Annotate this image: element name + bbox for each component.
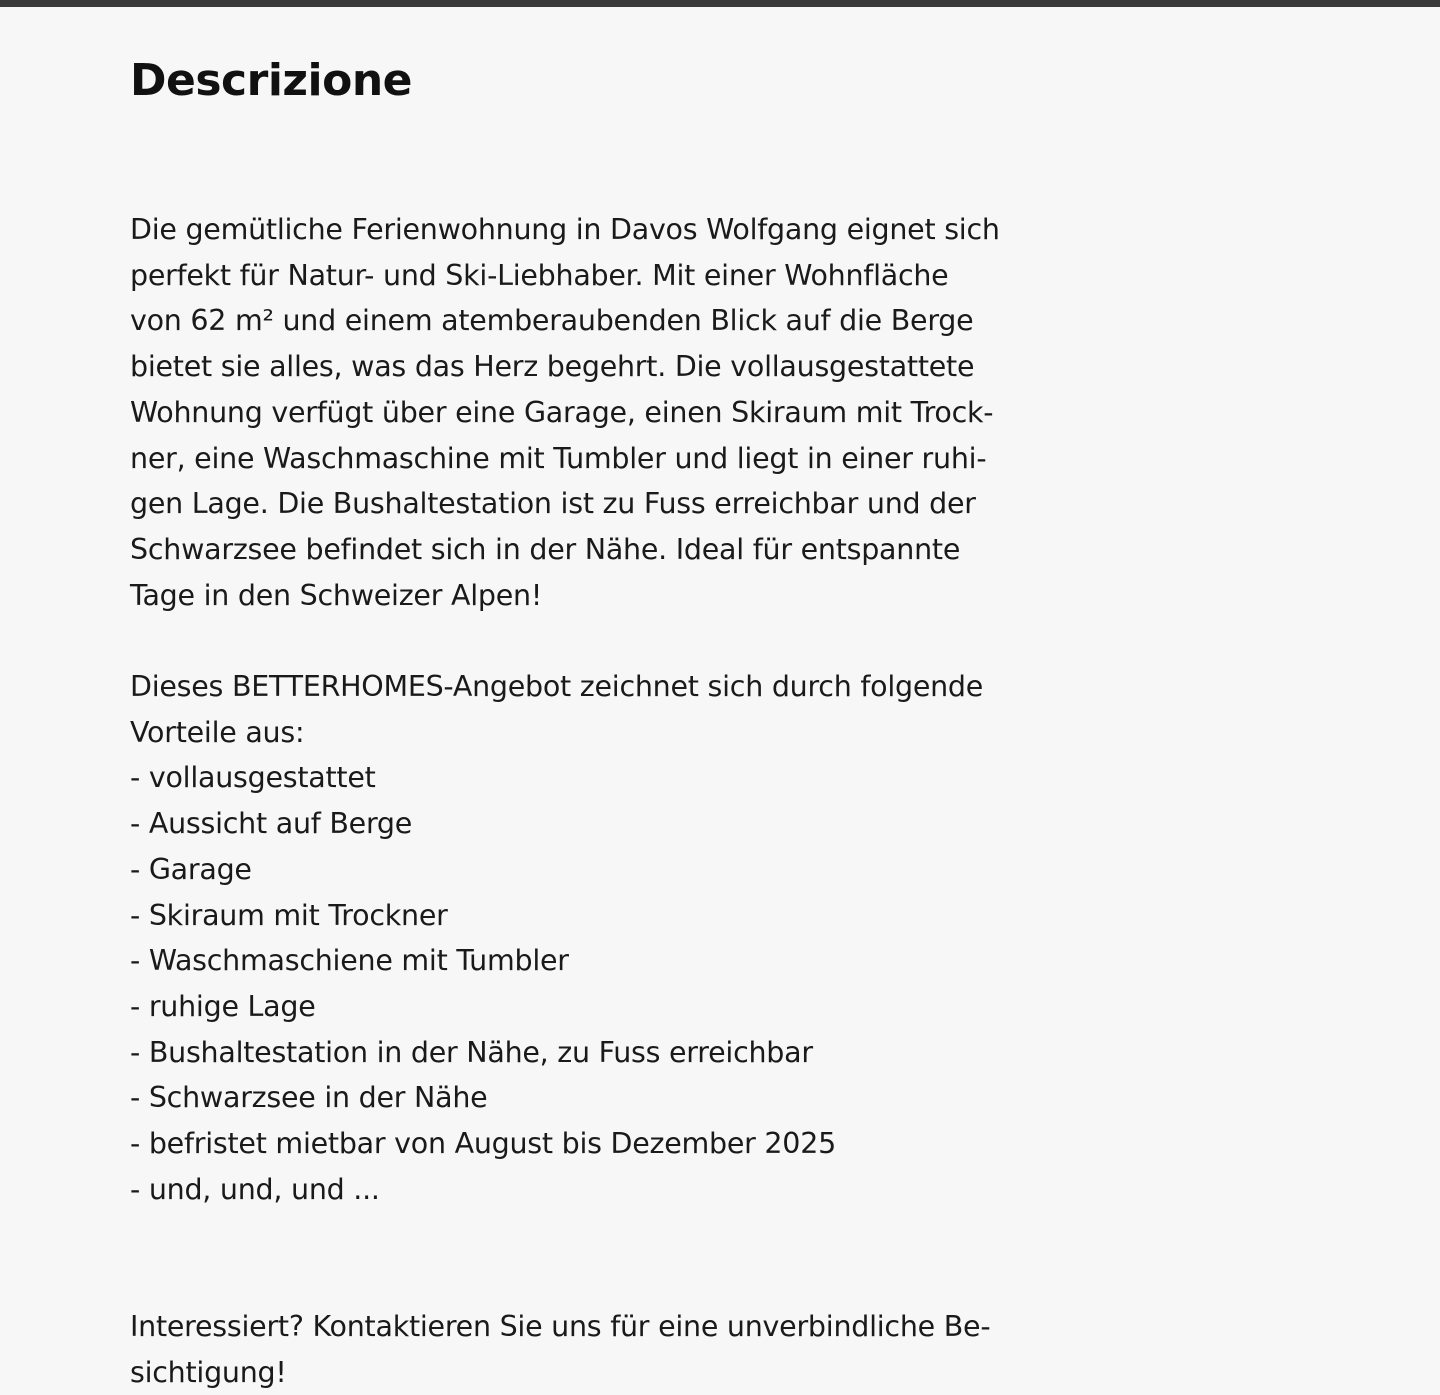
section-heading: Descrizione bbox=[130, 55, 413, 106]
advantage-item: - Garage bbox=[130, 852, 252, 886]
advantage-item: - Skiraum mit Trockner bbox=[130, 898, 448, 932]
description-line: Tage in den Schweizer Alpen! bbox=[130, 578, 543, 612]
description-line: bietet sie alles, was das Herz begehrt. Die vollausgestattete bbox=[130, 350, 975, 384]
advantage-item: - ruhige Lage bbox=[130, 989, 316, 1023]
advantage-item: - vollausgestattet bbox=[130, 761, 376, 795]
advantage-item: - Aussicht auf Berge bbox=[130, 807, 413, 841]
advantage-item: - Schwarzsee in der Nähe bbox=[130, 1081, 488, 1115]
description-paragraph bbox=[130, 207, 1030, 618]
description-line: perfekt für Natur- und Ski-Liebhaber. Mit einer Wohnfläche bbox=[130, 258, 949, 292]
cta-line: sichtigung! bbox=[130, 1355, 287, 1389]
description-line: ner, eine Waschmaschine mit Tumbler und liegt in einer ruhi- bbox=[130, 441, 987, 475]
description-line: gen Lage. Die Bushaltestation ist zu Fuss erreichbar und der bbox=[130, 487, 976, 521]
offer-intro-line: Vorteile aus: bbox=[130, 715, 305, 749]
advantage-item: - befristet mietbar von August bis Dezember 2025 bbox=[130, 1127, 836, 1161]
description-line: Die gemütliche Ferienwohnung in Davos Wolfgang eignet sich bbox=[130, 213, 1000, 246]
advantage-item: - und, und, und ... bbox=[130, 1172, 380, 1206]
description-section bbox=[130, 52, 1030, 1395]
cta-line: Interessiert? Kontaktieren Sie uns für eine unverbindliche Be- bbox=[130, 1309, 991, 1343]
top-border-bar bbox=[0, 0, 1440, 7]
offer-intro-line: Dieses BETTERHOMES-Angebot zeichnet sich durch folgende bbox=[130, 670, 984, 704]
contact-call-to-action bbox=[130, 1304, 1030, 1395]
advantage-item: - Waschmaschiene mit Tumbler bbox=[130, 944, 569, 978]
description-line: Schwarzsee befindet sich in der Nähe. Ideal für entspannte bbox=[130, 532, 961, 566]
advantages-list bbox=[130, 755, 1030, 1212]
description-line: Wohnung verfügt über eine Garage, einen Skiraum mit Trock- bbox=[130, 395, 994, 429]
offer-section bbox=[130, 664, 1030, 1212]
advantage-item: - Bushaltestation in der Nähe, zu Fuss erreichbar bbox=[130, 1035, 813, 1069]
description-line: von 62 m² und einem atemberaubenden Blick auf die Berge bbox=[130, 304, 974, 338]
